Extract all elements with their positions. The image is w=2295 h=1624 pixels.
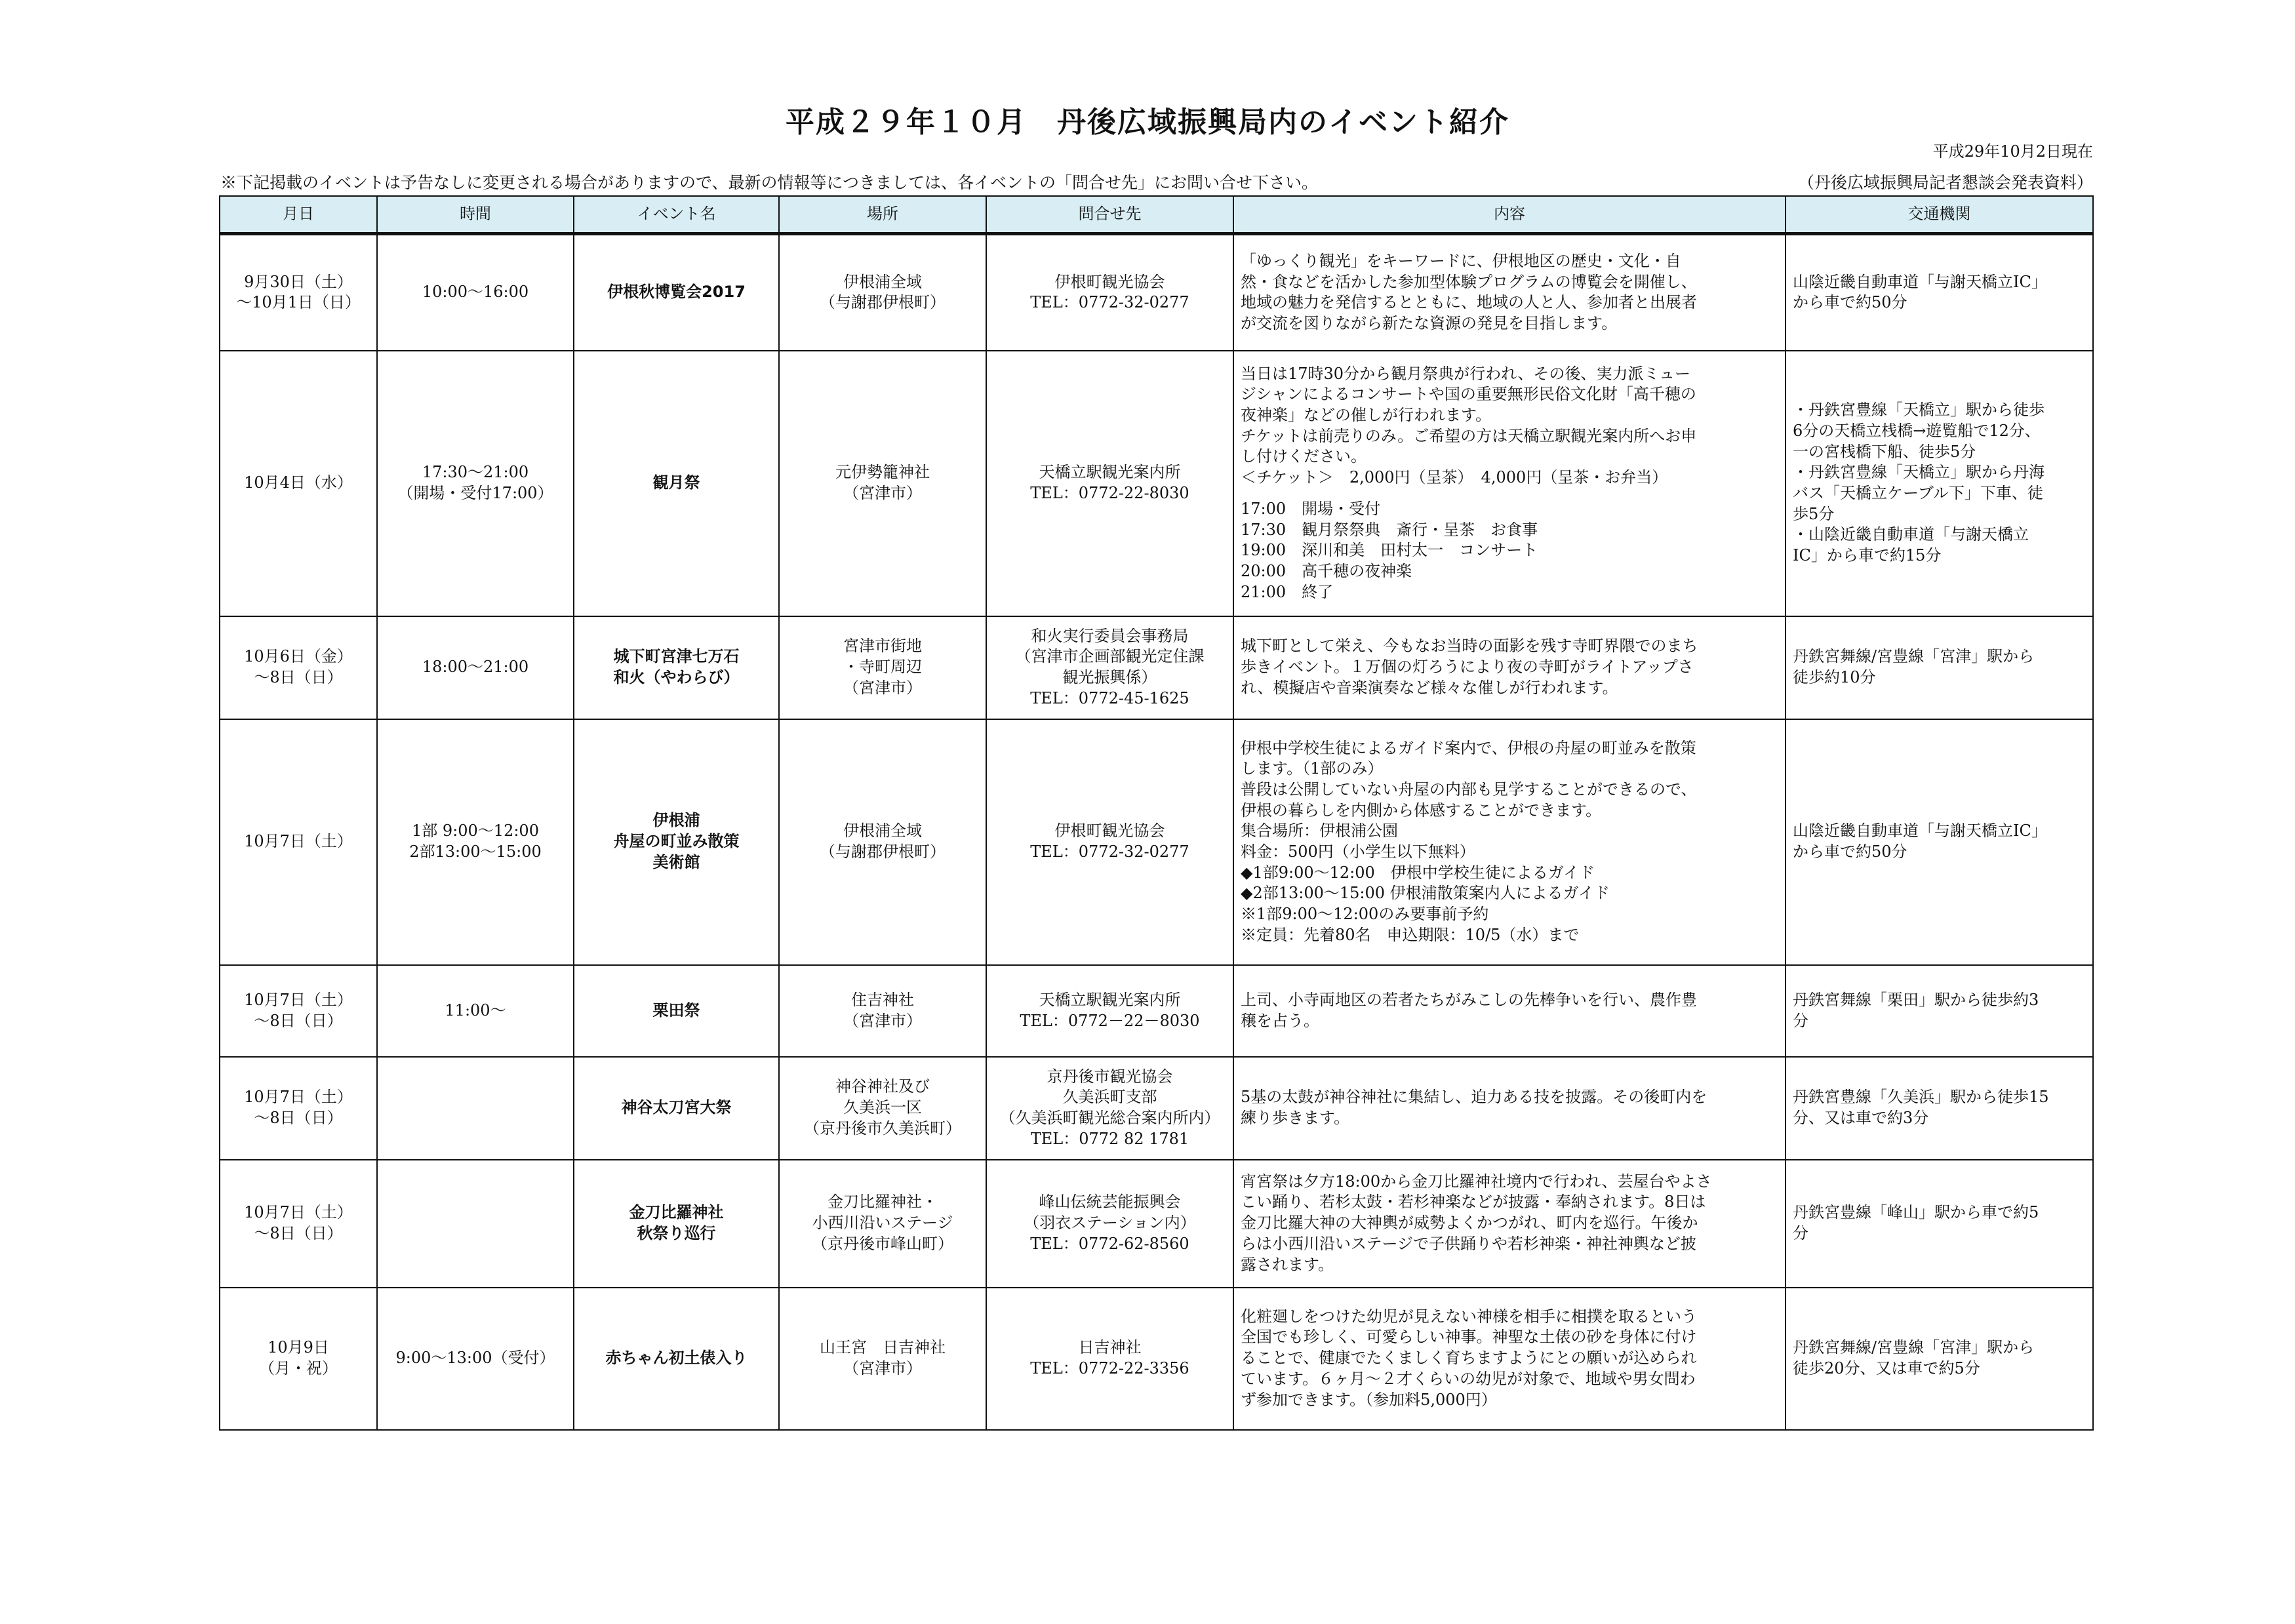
event-place-line: （宮津市） <box>843 484 922 502</box>
event-place-line: 宮津市街地 <box>843 637 922 656</box>
event-content-line: ◆2部13:00～15:00 伊根浦散策案内人によるガイド <box>1241 884 1610 903</box>
event-transport-line: 丹鉄宮舞線/宮豊線「宮津」駅から <box>1793 647 2035 666</box>
event-contact-line: 京丹後市観光協会 <box>1047 1067 1173 1086</box>
event-time-cell <box>377 1057 574 1160</box>
event-content-line: 普段は公開していない舟屋の内部も見学することができるので、 <box>1241 780 1697 799</box>
event-time-line: 10:00～16:00 <box>422 283 529 302</box>
event-content-line: 金刀比羅大神の大神輿が威勢よくかつがれ、町内を巡行。午後か <box>1241 1214 1698 1233</box>
event-place-line: （宮津市） <box>843 678 922 697</box>
events-table <box>219 195 2094 1431</box>
event-content-line: 上司、小寺両地区の若者たちがみこしの先棒争いを行い、農作豊 <box>1241 990 1697 1009</box>
event-name-cell <box>574 1057 779 1160</box>
event-transport-line: ・山陰近畿自動車道「与謝天橋立 <box>1793 525 2029 544</box>
event-content-line: ※定員：先着80名 申込期限：10/5（水）まで <box>1241 925 1580 944</box>
event-transport-cell <box>1786 1160 2093 1288</box>
event-contact-line: 久美浜町支部 <box>1062 1088 1157 1107</box>
event-name-line: 美術館 <box>652 852 700 871</box>
event-time-line: 9:00～13:00（受付） <box>395 1349 555 1368</box>
event-date-line: 10月7日（土） <box>244 1088 353 1107</box>
event-transport-line: 歩5分 <box>1793 504 1835 523</box>
event-time-line: （開場・受付17:00） <box>397 484 553 502</box>
event-transport-line: IC」から車で約15分 <box>1793 546 1942 565</box>
event-content-line: 穣を占う。 <box>1241 1011 1319 1030</box>
event-place-cell <box>779 965 986 1057</box>
event-content-line: 地域の魅力を発信するとともに、地域の人と人、参加者と出展者 <box>1241 293 1697 312</box>
event-content-cell <box>1233 719 1786 965</box>
event-name-line: 秋祭り巡行 <box>637 1224 716 1242</box>
event-transport-line: 丹鉄宮舞線「栗田」駅から徒歩約3 <box>1793 990 2039 1009</box>
event-name-line: 赤ちゃん初土俵入り <box>605 1349 748 1368</box>
event-content-line: 17:30 観月祭祭典 斎行・呈茶 お食事 <box>1241 520 1538 539</box>
event-content-line: ※1部9:00～12:00のみ要事前予約 <box>1241 905 1489 924</box>
header-content: 内容 <box>1233 196 1786 234</box>
event-date-line: 9月30日（土） <box>244 272 353 291</box>
table-row <box>220 351 2093 616</box>
event-place-line: 久美浜一区 <box>843 1098 922 1117</box>
event-time-line: 17:30～21:00 <box>422 463 529 482</box>
event-date-cell <box>220 1057 377 1160</box>
event-contact-line: 和火実行委員会事務局 <box>1031 626 1189 645</box>
event-date-line: 10月7日（土） <box>244 832 353 851</box>
event-date-cell <box>220 719 377 965</box>
event-name-line: 和火（やわらび） <box>613 668 740 686</box>
event-contact-cell <box>986 1057 1233 1160</box>
event-contact-line: 伊根町観光協会 <box>1054 272 1165 291</box>
event-place-cell <box>779 234 986 351</box>
event-contact-line: 峰山伝統芸能振興会 <box>1039 1193 1181 1212</box>
as-of-date: 平成29年10月2日現在 <box>1932 142 2093 161</box>
event-content-cell <box>1233 965 1786 1057</box>
event-date-line: 10月7日（土） <box>244 1203 353 1222</box>
event-date-line: 10月9日 <box>268 1338 329 1357</box>
event-name-line: 金刀比羅神社 <box>629 1203 724 1222</box>
event-content-cell <box>1233 351 1786 616</box>
event-place-cell <box>779 719 986 965</box>
event-content-line: ◆1部9:00～12:00 伊根中学校生徒によるガイド <box>1241 863 1595 882</box>
event-content-line: 19:00 深川和美 田村太一 コンサート <box>1241 541 1538 560</box>
event-name-line: 栗田祭 <box>652 1000 700 1020</box>
event-transport-line: 6分の天橋立桟橋→遊覧船で12分、 <box>1793 421 2041 440</box>
event-transport-cell <box>1786 719 2093 965</box>
header-date: 月日 <box>220 196 377 234</box>
event-date-cell <box>220 965 377 1057</box>
event-name-cell <box>574 1160 779 1288</box>
event-content-line: 料金：500円（小学生以下無料） <box>1241 842 1475 861</box>
event-transport-cell <box>1786 1288 2093 1430</box>
event-place-line: ・寺町周辺 <box>843 658 922 677</box>
event-content-line: 夜神楽」などの催しが行われます。 <box>1241 406 1492 425</box>
event-place-line: 伊根浦全域 <box>843 822 922 841</box>
event-content-line: 5基の太鼓が神谷神社に集結し、迫力ある技を披露。その後町内を <box>1241 1088 1707 1107</box>
event-content-line: 練り歩きます。 <box>1241 1109 1350 1127</box>
event-transport-cell <box>1786 965 2093 1057</box>
event-date-line: 10月6日（金） <box>244 647 353 666</box>
event-content-line: 城下町として栄え、今もなお当時の面影を残す寺町界隈でのまち <box>1241 637 1698 656</box>
event-content-line: 集合場所：伊根浦公園 <box>1241 822 1398 841</box>
event-time-line: 11:00～ <box>445 1000 506 1020</box>
source-note: （丹後広域振興局記者懇談会発表資料） <box>1797 173 2093 192</box>
page-title: 平成２９年１０月 丹後広域振興局内のイベント紹介 <box>786 106 1509 139</box>
table-row <box>220 616 2093 719</box>
event-transport-line: 山陰近畿自動車道「与謝天橋立IC」 <box>1793 272 2047 291</box>
event-date-cell <box>220 234 377 351</box>
event-contact-cell <box>986 616 1233 719</box>
event-date-line: 10月7日（土） <box>244 990 353 1009</box>
header-time: 時間 <box>377 196 574 234</box>
event-transport-line: 分 <box>1793 1224 1808 1242</box>
event-transport-cell <box>1786 1057 2093 1160</box>
event-content-line: が交流を図りながら新たな資源の発見を目指します。 <box>1241 313 1618 332</box>
event-content-line: 17:00 開場・受付 <box>1241 499 1381 518</box>
event-place-line: 伊根浦全域 <box>843 272 922 291</box>
event-date-cell <box>220 351 377 616</box>
event-name-line: 神谷太刀宮大祭 <box>621 1098 732 1117</box>
event-content-line: 当日は17時30分から観月祭典が行われ、その後、実力派ミュー <box>1241 364 1691 383</box>
event-content-line: 宵宮祭は夕方18:00から金刀比羅神社境内で行われ、芸屋台やよさ <box>1241 1172 1712 1191</box>
header-transport: 交通機関 <box>1786 196 2093 234</box>
event-place-line: （与謝郡伊根町） <box>820 842 946 861</box>
event-time-cell <box>377 234 574 351</box>
event-content-line: 伊根中学校生徒によるガイド案内で、伊根の舟屋の町並みを散策 <box>1241 738 1696 757</box>
event-place-line: 住吉神社 <box>851 990 914 1009</box>
event-place-cell <box>779 1288 986 1430</box>
event-content-cell <box>1233 1057 1786 1160</box>
event-contact-cell <box>986 351 1233 616</box>
event-content-line: ることで、健康でたくましく育ちますようにとの願いが込められ <box>1241 1349 1697 1368</box>
event-name-line: 観月祭 <box>652 473 700 492</box>
event-contact-line: 伊根町観光協会 <box>1054 822 1165 841</box>
event-place-cell <box>779 351 986 616</box>
event-contact-line: TEL：0772-32-0277 <box>1030 842 1189 861</box>
event-time-line: 18:00～21:00 <box>422 658 529 677</box>
event-name-line: 城下町宮津七万石 <box>613 647 740 666</box>
event-time-line: 1部 9:00～12:00 <box>412 822 539 841</box>
event-place-line: （京丹後市久美浜町） <box>804 1119 961 1138</box>
event-content-line: 20:00 高千穂の夜神楽 <box>1241 561 1412 580</box>
event-transport-line: ・丹鉄宮豊線「天橋立」駅から徒歩 <box>1793 401 2045 420</box>
header-row <box>220 196 2093 234</box>
event-transport-line: 徒歩20分、又は車で約5分 <box>1793 1359 1980 1377</box>
event-name-cell <box>574 351 779 616</box>
event-contact-cell <box>986 234 1233 351</box>
event-content-line: 露されます。 <box>1241 1255 1334 1274</box>
event-date-cell <box>220 616 377 719</box>
event-place-line: 小西川沿いステージ <box>812 1214 953 1233</box>
event-transport-line: ・丹鉄宮豊線「天橋立」駅から丹海 <box>1793 463 2045 482</box>
event-transport-line: 一の宮桟橋下船、徒歩5分 <box>1793 442 1976 461</box>
event-place-line: 金刀比羅神社・ <box>828 1193 938 1212</box>
event-content-line: ＜チケット＞ 2,000円（呈茶） 4,000円（呈茶・お弁当） <box>1241 468 1668 487</box>
event-contact-cell <box>986 1160 1233 1288</box>
event-contact-line: （羽衣ステーション内） <box>1024 1214 1196 1233</box>
event-transport-line: バス「天橋立ケーブル下」下車、徒 <box>1793 484 2043 502</box>
table-row <box>220 1288 2093 1430</box>
event-content-line: 然・食などを活かした参加型体験プログラムの博覧会を開催し、 <box>1241 272 1697 291</box>
event-contact-line: 天橋立駅観光案内所 <box>1039 990 1181 1009</box>
event-contact-line: 天橋立駅観光案内所 <box>1039 463 1181 482</box>
event-content-line: ず参加できます。（参加料5,000円） <box>1241 1390 1497 1409</box>
event-contact-line: TEL：0772-22-3356 <box>1030 1359 1189 1377</box>
event-place-line: （宮津市） <box>843 1359 922 1377</box>
event-content-cell <box>1233 1288 1786 1430</box>
event-contact-cell <box>986 719 1233 965</box>
event-contact-line: TEL：0772-32-0277 <box>1030 293 1189 312</box>
event-date-line: ～8日（日） <box>254 1224 343 1242</box>
header-event-name: イベント名 <box>574 196 779 234</box>
event-transport-cell <box>1786 234 2093 351</box>
event-content-line: 伊根の暮らしを内側から体感することができます。 <box>1241 801 1602 820</box>
event-content-line: 化粧廻しをつけた幼児が見えない神様を相手に相撲を取るという <box>1241 1307 1697 1326</box>
event-contact-line: TEL：0772-45-1625 <box>1030 688 1189 707</box>
event-name-cell <box>574 719 779 965</box>
event-name-line: 伊根秋博覧会2017 <box>607 283 746 302</box>
header-contact: 問合せ先 <box>986 196 1233 234</box>
event-content-line: 全国でも珍しく、可愛らしい神事。神聖な土俵の砂を身体に付け <box>1241 1328 1697 1347</box>
event-date-cell <box>220 1288 377 1430</box>
event-contact-line: TEL：0772-22-8030 <box>1030 484 1189 502</box>
event-contact-line: 日吉神社 <box>1078 1338 1142 1357</box>
event-content-line: 歩きイベント。１万個の灯ろうにより夜の寺町がライトアップさ <box>1241 658 1694 677</box>
table-row <box>220 234 2093 351</box>
table-row <box>220 1057 2093 1160</box>
event-place-line: （京丹後市峰山町） <box>812 1234 953 1253</box>
event-content-line: 21:00 終了 <box>1241 582 1334 601</box>
event-time-cell <box>377 1160 574 1288</box>
event-content-cell <box>1233 1160 1786 1288</box>
event-transport-line: から車で約50分 <box>1793 842 1907 861</box>
event-time-cell <box>377 719 574 965</box>
event-content-line: ジシャンによるコンサートや国の重要無形民俗文化財「高千穂の <box>1241 385 1696 404</box>
event-contact-line: 観光振興係） <box>1062 668 1157 686</box>
event-contact-line: TEL：0772-62-8560 <box>1030 1234 1189 1253</box>
event-content-line: し付けください。 <box>1241 447 1367 466</box>
event-contact-cell <box>986 965 1233 1057</box>
event-name-cell <box>574 234 779 351</box>
event-place-cell <box>779 616 986 719</box>
event-content-line: チケットは前売りのみ。ご希望の方は天橋立駅観光案内所へお申 <box>1241 426 1697 445</box>
event-date-line: ～10月1日（日） <box>236 293 361 312</box>
event-contact-cell <box>986 1288 1233 1430</box>
event-contact-line: TEL：0772 82 1781 <box>1030 1129 1189 1148</box>
event-place-cell <box>779 1057 986 1160</box>
event-time-cell <box>377 965 574 1057</box>
event-place-line: （与謝郡伊根町） <box>820 293 946 312</box>
event-date-line: ～8日（日） <box>254 1109 343 1127</box>
event-content-cell <box>1233 616 1786 719</box>
event-place-line: 神谷神社及び <box>835 1077 930 1096</box>
event-date-cell <box>220 1160 377 1288</box>
event-name-cell <box>574 1288 779 1430</box>
table-row <box>220 1160 2093 1288</box>
header-place: 場所 <box>779 196 986 234</box>
event-transport-line: 丹鉄宮豊線「峰山」駅から車で約5 <box>1793 1203 2039 1222</box>
event-date-line: （月・祝） <box>259 1359 338 1377</box>
event-name-line: 舟屋の町並み散策 <box>613 832 740 851</box>
event-content-line: します。（1部のみ） <box>1241 759 1384 778</box>
event-contact-line: （久美浜町観光総合案内所内） <box>999 1109 1220 1127</box>
event-content-line: こい踊り、若杉太鼓・若杉神楽などが披露・奉納されます。8日は <box>1241 1193 1706 1212</box>
event-place-line: （宮津市） <box>843 1011 922 1030</box>
table-row <box>220 719 2093 965</box>
event-name-cell <box>574 965 779 1057</box>
event-content-line: 「ゆっくり観光」をキーワードに、伊根地区の歴史・文化・自 <box>1241 251 1681 270</box>
event-transport-line: 丹鉄宮豊線「久美浜」駅から徒歩15 <box>1793 1088 2049 1107</box>
event-transport-line: 山陰近畿自動車道「与謝天橋立IC」 <box>1793 822 2047 841</box>
event-content-line <box>1241 488 1778 499</box>
event-time-cell <box>377 616 574 719</box>
event-transport-line: 分、又は車で約3分 <box>1793 1109 1929 1127</box>
event-name-cell <box>574 616 779 719</box>
event-date-line: ～8日（日） <box>254 1011 343 1030</box>
event-content-line: ています。６ヶ月～２才くらいの幼児が対象で、地域や男女問わ <box>1241 1369 1696 1388</box>
event-transport-line: から車で約50分 <box>1793 293 1907 312</box>
event-contact-line: （宮津市企画部観光定住課 <box>1015 647 1205 666</box>
table-row <box>220 965 2093 1057</box>
event-place-line: 山王宮 日吉神社 <box>820 1338 946 1357</box>
event-transport-line: 丹鉄宮舞線/宮豊線「宮津」駅から <box>1793 1338 2035 1357</box>
event-transport-cell <box>1786 351 2093 616</box>
event-date-line: 10月4日（水） <box>244 473 353 492</box>
event-transport-line: 分 <box>1793 1011 1808 1030</box>
event-content-cell <box>1233 234 1786 351</box>
event-place-line: 元伊勢籠神社 <box>835 463 930 482</box>
event-date-line: ～8日（日） <box>254 668 343 686</box>
notice-text: ※下記掲載のイベントは予告なしに変更される場合がありますので、最新の情報等につきましては、各イベントの「問合せ先」にお問い合せ下さい。 <box>220 173 1319 192</box>
event-name-line: 伊根浦 <box>652 811 700 830</box>
event-transport-cell <box>1786 616 2093 719</box>
event-time-cell <box>377 1288 574 1430</box>
event-time-line: 2部13:00～15:00 <box>409 842 542 861</box>
event-content-line: れ、模擬店や音楽演奏など様々な催しが行われます。 <box>1241 678 1618 697</box>
event-contact-line: TEL：0772－22－8030 <box>1020 1011 1200 1030</box>
event-content-line: らは小西川沿いステージで子供踊りや若杉神楽・神社神輿など披 <box>1241 1234 1697 1253</box>
event-time-cell <box>377 351 574 616</box>
event-place-cell <box>779 1160 986 1288</box>
event-transport-line: 徒歩約10分 <box>1793 668 1876 686</box>
